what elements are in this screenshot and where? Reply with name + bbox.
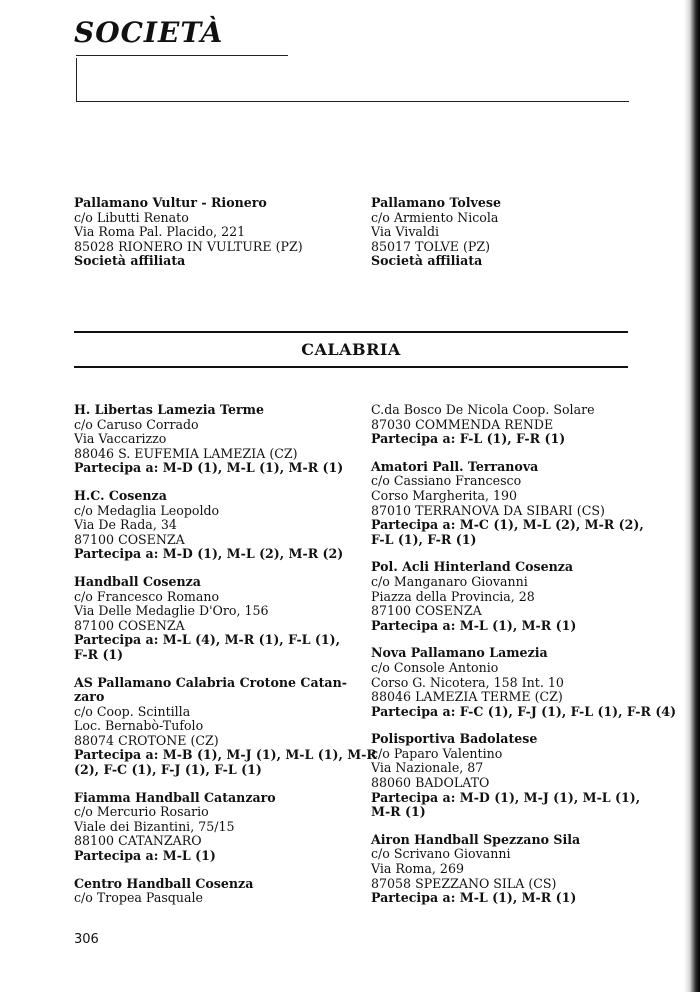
club-name: Pol. Acli Hinterland Cosenza xyxy=(371,559,574,575)
top-left-column xyxy=(74,196,340,282)
region-title: CALABRIA xyxy=(301,340,401,359)
club-address-line: 88074 CROTONE (CZ) xyxy=(74,732,219,748)
club-entry xyxy=(74,877,340,906)
club-categories: Partecipa a: M-B (1), M-J (1), M-L (1), M-R xyxy=(74,747,377,763)
left-column xyxy=(74,402,377,919)
club-address-line: Corso Margherita, 190 xyxy=(371,487,517,503)
club-address-line: 88046 LAMEZIA TERME (CZ) xyxy=(371,689,563,705)
club-entry xyxy=(74,487,344,562)
club-categories: Partecipa a: M-L (1) xyxy=(74,848,216,864)
club-address-line: 87100 COSENZA xyxy=(74,531,185,547)
club-address-line: Via Roma, 269 xyxy=(371,861,464,877)
club-address-line: 87030 COMMENDA RENDE xyxy=(371,416,554,432)
club-status: Società affiliata xyxy=(74,253,186,269)
club-city: 85017 TOLVE (PZ) xyxy=(371,238,491,254)
club-entry xyxy=(371,731,641,820)
club-name: H.C. Cosenza xyxy=(74,487,167,503)
club-address-line: Loc. Bernabò-Tufolo xyxy=(74,718,204,734)
club-address-line: 87100 COSENZA xyxy=(74,617,185,633)
club-name: Polisportiva Badolatese xyxy=(371,731,538,747)
club-name: Airon Handball Spezzano Sila xyxy=(371,831,581,847)
club-categories: Partecipa a: M-D (1), M-L (1), M-R (1) xyxy=(74,460,344,476)
club-name: AS Pallamano Calabria Crotone Catan- xyxy=(74,674,347,690)
club-categories: (2), F-C (1), F-J (1), F-L (1) xyxy=(74,762,262,778)
club-address-line: C.da Bosco De Nicola Coop. Solare xyxy=(371,402,595,417)
club-categories: Partecipa a: M-D (1), M-J (1), M-L (1), xyxy=(371,789,641,805)
club-address-line: 88100 CATANZARO xyxy=(74,833,202,849)
club-categories: Partecipa a: F-L (1), F-R (1) xyxy=(371,431,566,447)
club-entry xyxy=(74,402,344,476)
club-address-line: Via De Rada, 34 xyxy=(74,517,177,533)
right-column xyxy=(371,402,677,919)
club-categories: Partecipa a: F-C (1), F-J (1), F-L (1), F-R (4) xyxy=(371,703,677,719)
club-categories: F-L (1), F-R (1) xyxy=(371,531,477,547)
club-name: Centro Handball Cosenza xyxy=(74,875,254,891)
club-entry xyxy=(371,645,677,719)
header-rule xyxy=(76,55,288,56)
header-frame xyxy=(76,58,629,102)
club-address-line: Via Delle Medaglie D'Oro, 156 xyxy=(74,603,269,619)
club-name: Fiamma Handball Catanzaro xyxy=(74,789,276,805)
club-name: Nova Pallamano Lamezia xyxy=(371,645,548,661)
page-title: SOCIETÀ xyxy=(74,16,224,49)
club-address-line: 87100 COSENZA xyxy=(371,603,482,619)
club-address-line: Via Nazionale, 87 xyxy=(371,760,484,776)
club-name: zaro xyxy=(74,689,105,705)
club-address-line: c/o Tropea Pasquale xyxy=(74,890,203,906)
club-categories: Partecipa a: M-L (1), M-R (1) xyxy=(371,890,577,906)
club-categories: F-R (1) xyxy=(74,646,124,662)
club-address: Via Roma Pal. Placido, 221 xyxy=(74,224,246,240)
club-address-line: c/o Cassiano Francesco xyxy=(371,473,522,489)
club-address-line: 87058 SPEZZANO SILA (CS) xyxy=(371,875,557,891)
club-entry xyxy=(371,458,644,548)
club-address-line: c/o Mercurio Rosario xyxy=(74,804,209,820)
club-categories: Partecipa a: M-D (1), M-L (2), M-R (2) xyxy=(74,546,344,562)
club-entry xyxy=(74,575,340,663)
club-categories: Partecipa a: M-L (4), M-R (1), F-L (1), xyxy=(74,632,340,648)
club-address-line: Viale dei Bizantini, 75/15 xyxy=(74,818,235,834)
club-address-line: c/o Caruso Corrado xyxy=(74,416,199,432)
club-entry xyxy=(74,791,340,864)
club-address-line: c/o Coop. Scintilla xyxy=(74,703,191,719)
club-entry xyxy=(371,403,637,447)
region-rule-bottom xyxy=(74,366,628,368)
club-categories: Partecipa a: M-C (1), M-L (2), M-R (2), xyxy=(371,517,644,533)
club-address-line: Via Vaccarizzo xyxy=(74,431,167,447)
club-address-line: Corso G. Nicotera, 158 Int. 10 xyxy=(371,674,564,690)
club-address-line: c/o Francesco Romano xyxy=(74,588,220,604)
club-address-line: c/o Console Antonio xyxy=(371,659,499,675)
club-address-line: 87010 TERRANOVA DA SIBARI (CS) xyxy=(371,502,605,518)
club-name: Amatori Pall. Terranova xyxy=(371,458,539,474)
region-rule-top xyxy=(74,331,628,333)
club-address-line: c/o Manganaro Giovanni xyxy=(371,573,528,589)
club-status: Società affiliata xyxy=(371,253,483,269)
page-binding-shadow xyxy=(684,0,700,992)
club-address-line: Piazza della Provincia, 28 xyxy=(371,588,535,604)
page-number: 306 xyxy=(74,932,99,947)
club-name: Handball Cosenza xyxy=(74,573,201,589)
club-entry xyxy=(74,674,377,778)
top-right-column xyxy=(371,196,637,282)
club-address-line: 88060 BADOLATO xyxy=(371,775,490,791)
club-contact: c/o Armiento Nicola xyxy=(371,209,499,225)
club-name: Pallamano Vultur - Rionero xyxy=(74,195,267,210)
club-entry xyxy=(74,196,340,269)
club-name: H. Libertas Lamezia Terme xyxy=(74,402,264,417)
club-address-line: c/o Scrivano Giovanni xyxy=(371,846,511,862)
club-categories: Partecipa a: M-L (1), M-R (1) xyxy=(371,617,577,633)
club-address-line: 88046 S. EUFEMIA LAMEZIA (CZ) xyxy=(74,445,298,461)
club-categories: M-R (1) xyxy=(371,804,426,820)
club-address-line: c/o Paparo Valentino xyxy=(371,745,503,761)
club-contact: c/o Libutti Renato xyxy=(74,209,189,225)
club-city: 85028 RIONERO IN VULTURE (PZ) xyxy=(74,238,303,254)
club-entry xyxy=(371,833,637,906)
club-entry xyxy=(371,196,637,269)
club-address: Via Vivaldi xyxy=(371,224,440,240)
club-address-line: c/o Medaglia Leopoldo xyxy=(74,502,220,518)
club-entry xyxy=(371,560,637,633)
club-name: Pallamano Tolvese xyxy=(371,195,501,210)
